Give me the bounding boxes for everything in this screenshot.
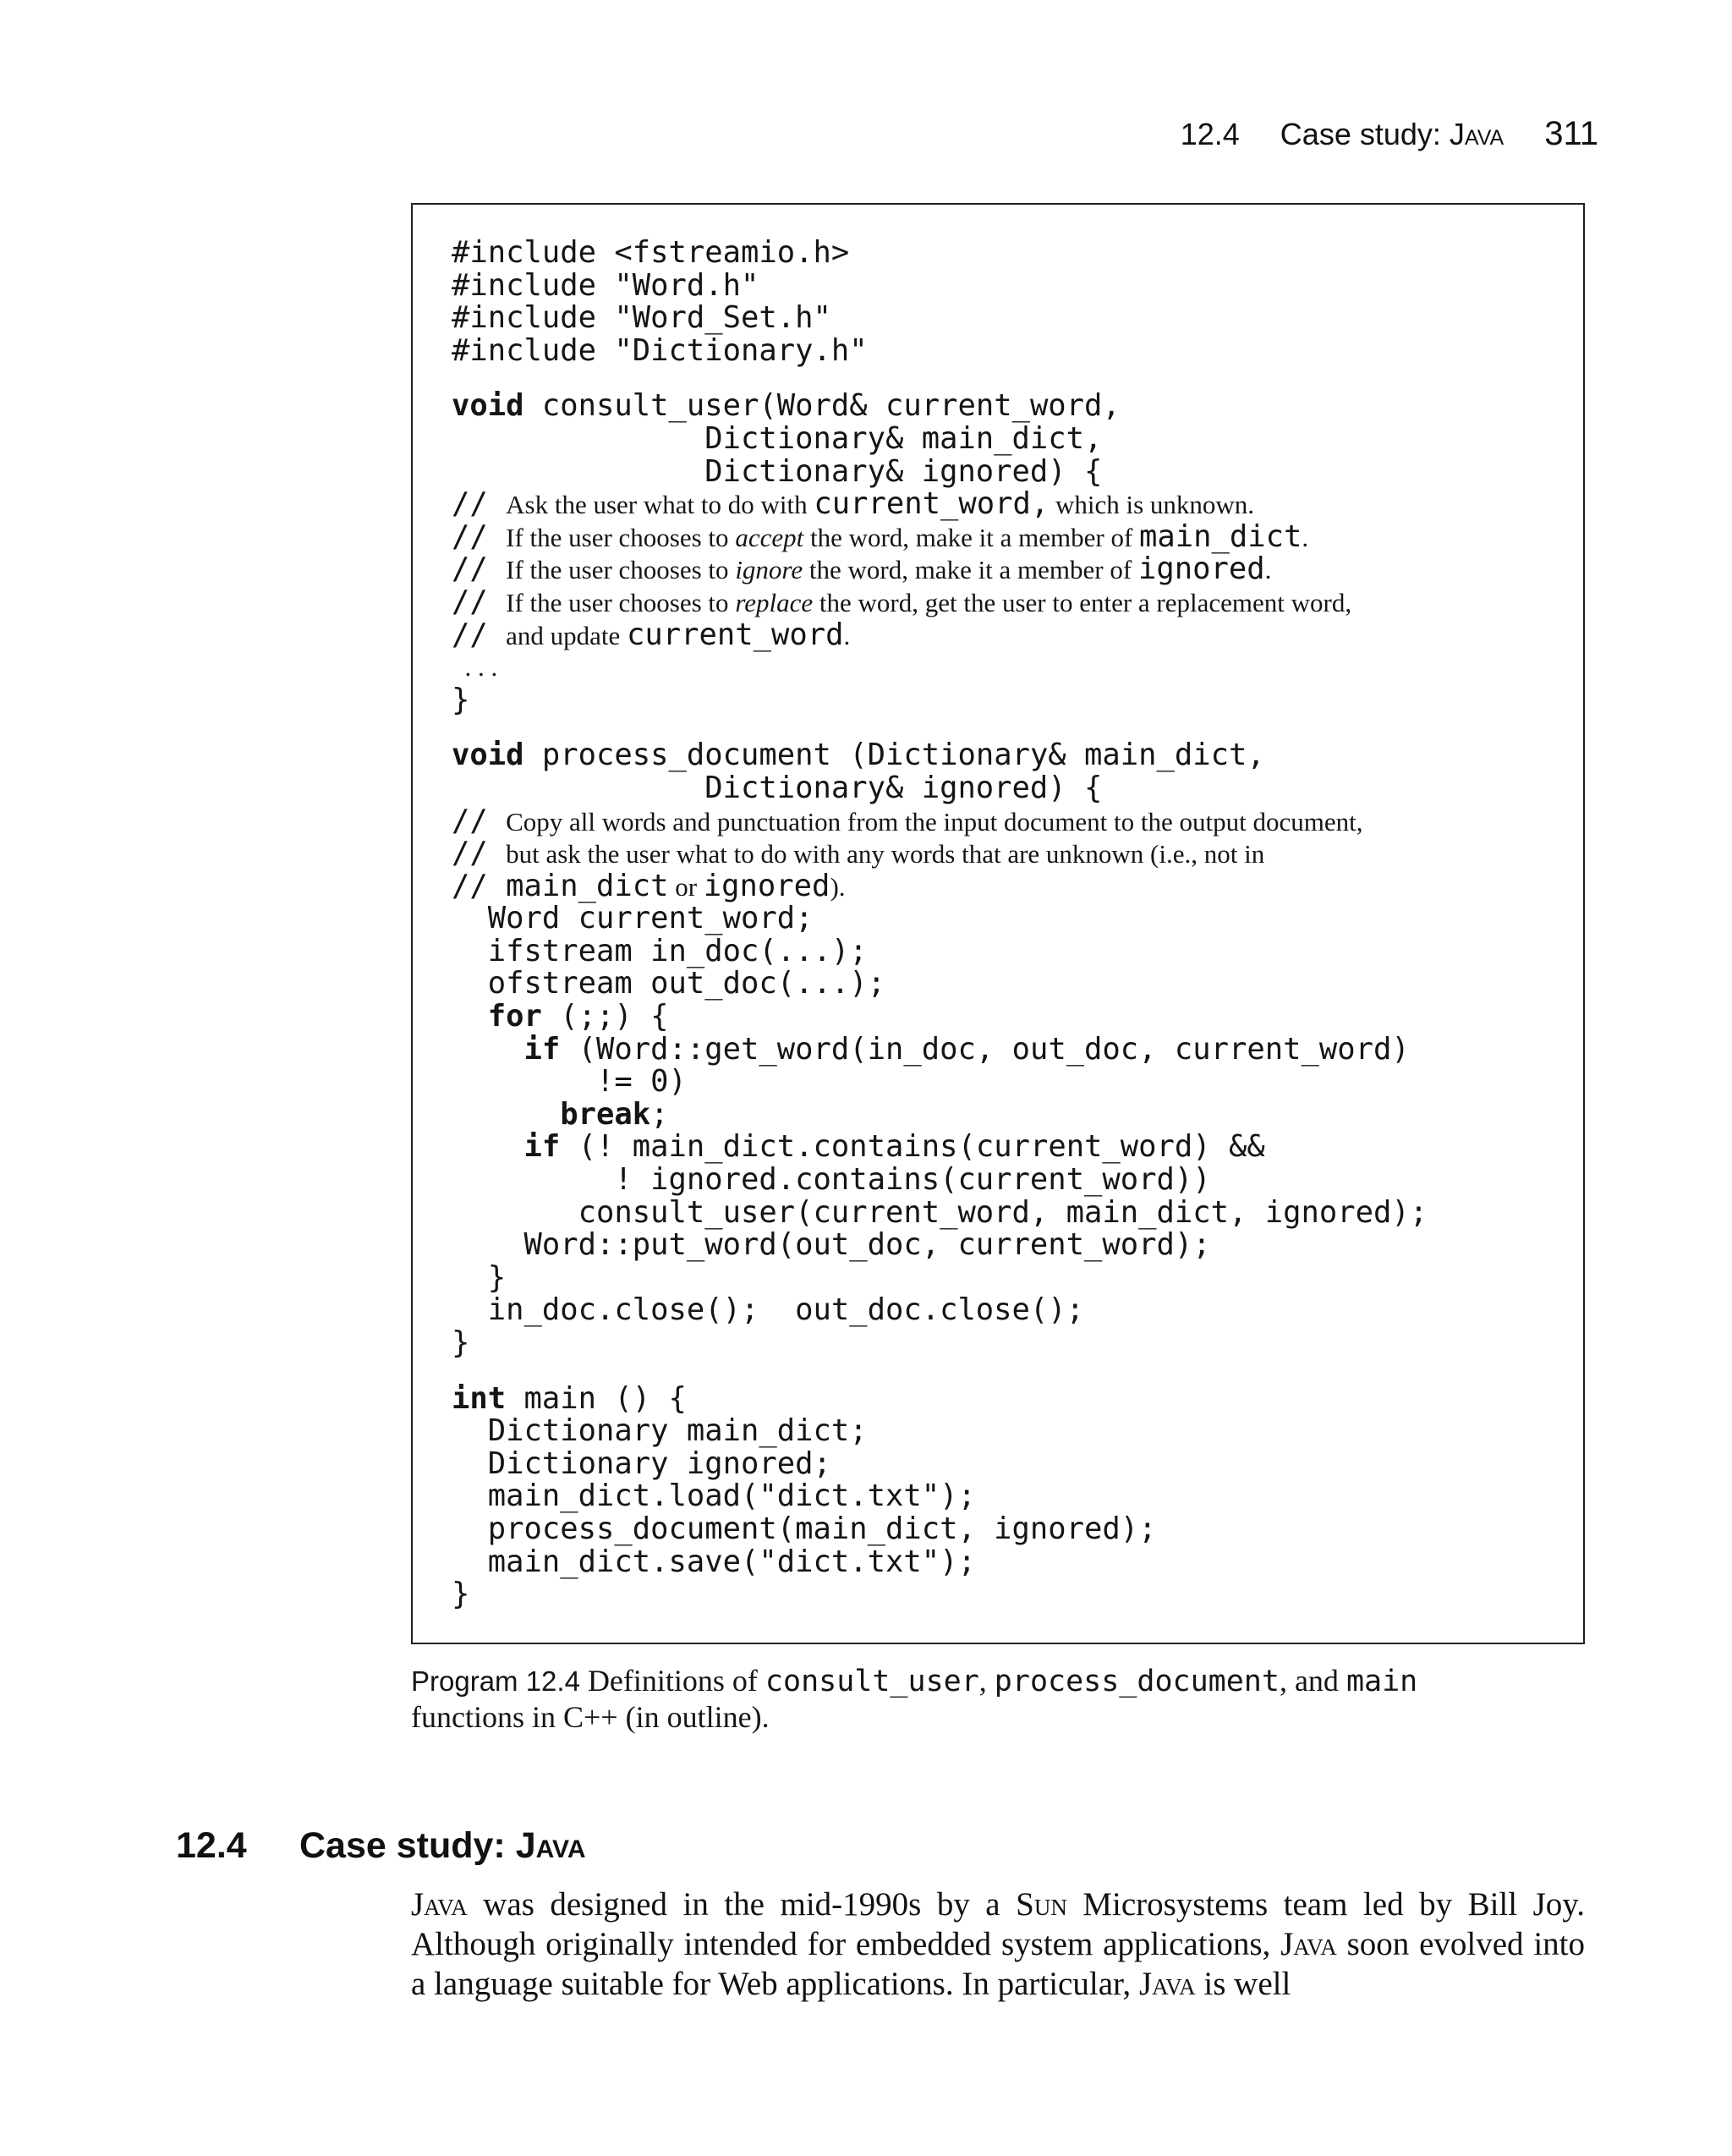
running-head-title [1280, 117, 1504, 152]
comment-text: the word, get the user to enter a replacement word, [813, 587, 1352, 617]
consult-user-signature-3: Dictionary& ignored) { [452, 453, 1103, 489]
process-document-signature-2: Dictionary& ignored) { [452, 770, 1103, 805]
main-close: } [452, 1577, 470, 1612]
code-text: (! main_dict.contains(current_word) && [560, 1129, 1265, 1165]
comment-text: but ask the user what to do with any words that are unknown (i.e., not in [506, 839, 1265, 870]
keyword-if: if [523, 1129, 561, 1165]
comment-line [452, 805, 1583, 838]
code-gap [452, 1360, 1583, 1383]
paragraph-text: was designed in the mid-1990s by a [467, 1886, 1017, 1923]
ellipsis-line: . . . [452, 652, 498, 683]
code-line: Word::put_word(out_doc, current_word); [452, 1227, 1211, 1263]
caption-code: consult_user [765, 1665, 979, 1698]
comment-code: ignored [703, 868, 830, 903]
keyword-int: int [452, 1380, 507, 1416]
comment-code: ignored [1137, 551, 1265, 587]
running-head-java: Java [1449, 117, 1505, 151]
code-include-3: #include "Word_Set.h" [452, 300, 831, 336]
code-include-1: #include <fstreamio.h> [452, 235, 850, 270]
comment-code: current_word [627, 617, 844, 652]
keyword-break: break [560, 1096, 651, 1132]
comment-text: and update [506, 620, 628, 650]
indent [452, 1129, 524, 1164]
code-include-2: #include "Word.h" [452, 267, 759, 303]
paragraph-text: Microsystems team led by Bill Joy. Although originally intended for embedded system applications, [411, 1886, 1585, 1962]
comment-text: . [1264, 555, 1272, 585]
program-caption [411, 1663, 1612, 1735]
code-text: main () { [506, 1380, 687, 1416]
comment-text: If the user chooses to [506, 587, 736, 617]
running-head-title-text: Case study: [1280, 117, 1450, 151]
keyword-for: for [487, 999, 542, 1034]
keyword-void: void [452, 388, 524, 424]
comment-code: current_word, [814, 486, 1050, 522]
program-listing-box [411, 203, 1585, 1644]
caption-text: Definitions of [579, 1664, 765, 1698]
caption-label: Program 12.4 [411, 1665, 580, 1697]
caption-text: , [978, 1664, 995, 1698]
keyword-void: void [452, 738, 524, 773]
code-line: main_dict.save("dict.txt"); [452, 1544, 976, 1579]
comment-text: Copy all words and punctuation from the input document to the output document, [506, 806, 1363, 837]
section-number: 12.4 [176, 1825, 247, 1866]
code-line: Dictionary ignored; [452, 1446, 831, 1481]
paragraph-text: is well [1195, 1966, 1291, 2002]
if-line [452, 1031, 1583, 1067]
code-include-4: #include "Dictionary.h" [452, 332, 868, 368]
comment-text: which is unknown. [1049, 490, 1255, 520]
section-heading [176, 1825, 586, 1867]
comment-line [452, 870, 1583, 903]
comment-text: If the user chooses to [506, 555, 736, 585]
process-document-close: } [452, 1325, 470, 1360]
comment-slashes: // [452, 518, 507, 554]
comment-line [452, 488, 1583, 521]
running-head [1181, 115, 1598, 153]
comment-slashes: // [452, 617, 507, 652]
small-caps-java: Java [1280, 1926, 1337, 1962]
comment-slashes: // [452, 551, 507, 587]
comment-line [452, 518, 1583, 554]
comment-code: main_dict [506, 868, 669, 903]
code-line: ofstream out_doc(...); [452, 966, 885, 1001]
body-paragraph [411, 1884, 1585, 2004]
comment-text: the word, make it a member of [803, 522, 1140, 552]
comment-line [452, 837, 1583, 870]
comment-text: Ask the user what to do with [506, 490, 814, 520]
comment-text: If the user chooses to [506, 522, 736, 552]
indent [452, 1032, 524, 1067]
caption-code: main [1346, 1665, 1418, 1698]
code-line: process_document(main_dict, ignored); [452, 1511, 1157, 1546]
code-gap [452, 716, 1583, 739]
code-line: in_doc.close(); out_doc.close(); [452, 1292, 1085, 1328]
caption-text: , and [1279, 1664, 1346, 1698]
code-line: } [452, 1259, 507, 1295]
consult-user-signature-2: Dictionary& main_dict, [452, 420, 1103, 456]
comment-line [452, 553, 1583, 586]
consult-user-close: } [452, 682, 470, 717]
small-caps-sun: Sun [1016, 1886, 1067, 1923]
comment-line [452, 586, 1583, 619]
small-caps-java: Java [1138, 1966, 1196, 2002]
code-line: != 0) [452, 1064, 687, 1100]
page-number: 311 [1544, 115, 1598, 152]
comment-italic: replace [735, 587, 814, 617]
code-line: Word current_word; [452, 901, 814, 936]
comment-text: . [1302, 522, 1309, 552]
code-gap [452, 367, 1583, 390]
comment-text: . [843, 620, 851, 650]
break-line [452, 1096, 1583, 1132]
indent [452, 999, 488, 1034]
code-line: ifstream in_doc(...); [452, 933, 868, 968]
code-text: consult_user(Word& current_word, [523, 388, 1121, 424]
code-text: (Word::get_word(in_doc, out_doc, current_word) [560, 1031, 1410, 1067]
code-line: ! ignored.contains(current_word)) [452, 1162, 1211, 1198]
code-line: main_dict.load("dict.txt"); [452, 1478, 976, 1514]
code-line: Dictionary main_dict; [452, 1413, 868, 1449]
comment-slashes: // [452, 486, 507, 522]
caption-code: process_document [994, 1665, 1280, 1698]
consult-user-signature-1 [452, 390, 1583, 423]
comment-slashes: // [452, 836, 507, 871]
section-title-java: Java [515, 1825, 586, 1866]
code-text: process_document (Dictionary& main_dict, [523, 738, 1265, 773]
for-line [452, 1001, 1583, 1034]
comment-slashes: // [452, 584, 507, 619]
paragraph-text: soon evolved into a language suitable for Web applications. In particular, [411, 1926, 1585, 2002]
comment-slashes: // [452, 803, 507, 838]
comment-line [452, 619, 1583, 652]
keyword-if: if [523, 1031, 561, 1067]
comment-code: main_dict [1139, 518, 1302, 554]
main-signature [452, 1380, 1583, 1416]
comment-text: ). [830, 871, 846, 902]
comment-text: the word, make it a member of [803, 555, 1138, 585]
comment-italic: accept [735, 522, 804, 552]
comment-slashes: // [452, 868, 507, 903]
section-title-text: Case study: [299, 1825, 516, 1866]
process-document-signature-1 [452, 739, 1583, 772]
code-line: consult_user(current_word, main_dict, ignored); [452, 1194, 1428, 1230]
section-title [299, 1825, 586, 1867]
caption-text: functions in C++ (in outline). [411, 1700, 770, 1734]
running-head-section: 12.4 [1180, 117, 1240, 151]
comment-italic: ignore [735, 555, 803, 585]
indent [452, 1097, 560, 1132]
comment-text: or [668, 871, 704, 902]
if-line [452, 1131, 1583, 1164]
small-caps-java: Java [411, 1886, 468, 1923]
code-text: ; [650, 1096, 669, 1132]
code-text: (;;) { [541, 999, 669, 1034]
